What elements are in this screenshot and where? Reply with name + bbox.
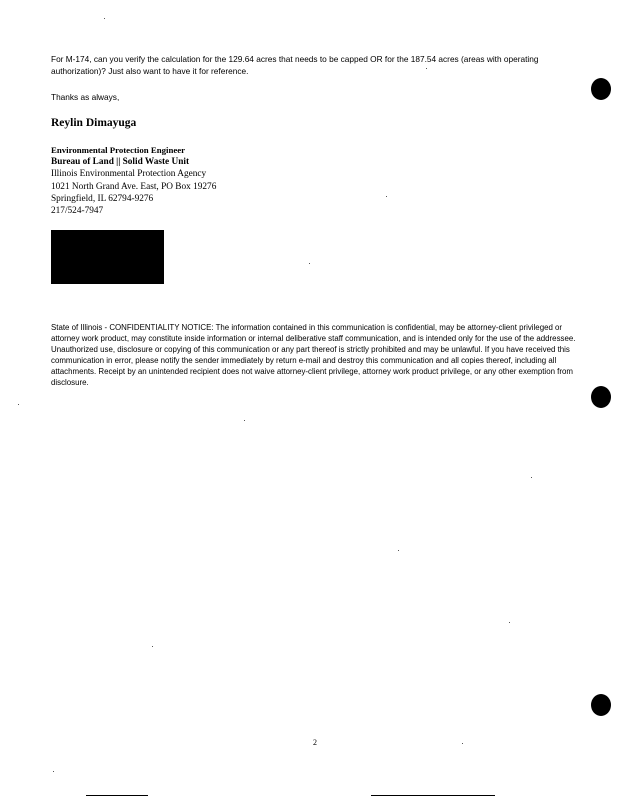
- signature-bureau: Bureau of Land || Solid Waste Unit: [51, 157, 190, 168]
- scan-speck: [104, 18, 105, 19]
- email-question: For M-174, can you verify the calculation for the 129.64 acres that needs to be capped OR for the 187.54 acres (areas with operating authorization)? Just also want to have it for reference.: [51, 54, 539, 76]
- scan-speck: [426, 68, 427, 69]
- signature-name: Reylin Dimayuga: [51, 117, 137, 129]
- punch-hole-bottom: [591, 694, 611, 716]
- punch-hole-top: [591, 78, 611, 100]
- scan-speck: [509, 622, 510, 623]
- punch-hole-middle: [591, 386, 611, 408]
- signature-phone: 217/524-7947: [51, 206, 104, 217]
- signature-agency: Illinois Environmental Protection Agency: [51, 169, 207, 180]
- page-number: 2: [313, 738, 317, 747]
- scan-speck: [398, 550, 399, 551]
- footer-rule-left: [86, 795, 148, 796]
- redaction-block: [51, 230, 164, 284]
- confidentiality-notice: State of Illinois - CONFIDENTIALITY NOTICE: The information contained in this communication is confidential, may be attorney-client privileged or attorney work product, may constitute inside information or internal deliberative staff communication, and is intended only for the use of the addressee. Unauthorized use, disclosure or copying of this communication or any part thereof is strictly prohibited and may be unlawful. If you have received this communication in error, please notify the sender immediately by return e-mail and destroy this communication and all copies thereof, including all attachments. Receipt by an unintended recipient does not waive attorney-client privilege, attorney work product privilege, or any other exemption from disclosure.: [51, 323, 576, 388]
- scan-speck: [386, 196, 387, 197]
- scan-speck: [531, 477, 532, 478]
- email-closing: Thanks as always,: [51, 92, 120, 102]
- scan-speck: [53, 771, 54, 772]
- footer-rule-right: [371, 795, 495, 796]
- scan-speck: [462, 743, 463, 744]
- scan-speck: [309, 263, 310, 264]
- signature-address-city: Springfield, IL 62794-9276: [51, 193, 154, 204]
- scan-speck: [244, 420, 245, 421]
- signature-title: Environmental Protection Engineer: [51, 145, 186, 155]
- signature-address-street: 1021 North Grand Ave. East, PO Box 19276: [51, 181, 217, 192]
- scan-speck: [18, 404, 19, 405]
- scan-speck: [152, 646, 153, 647]
- signature-block: [51, 144, 216, 217]
